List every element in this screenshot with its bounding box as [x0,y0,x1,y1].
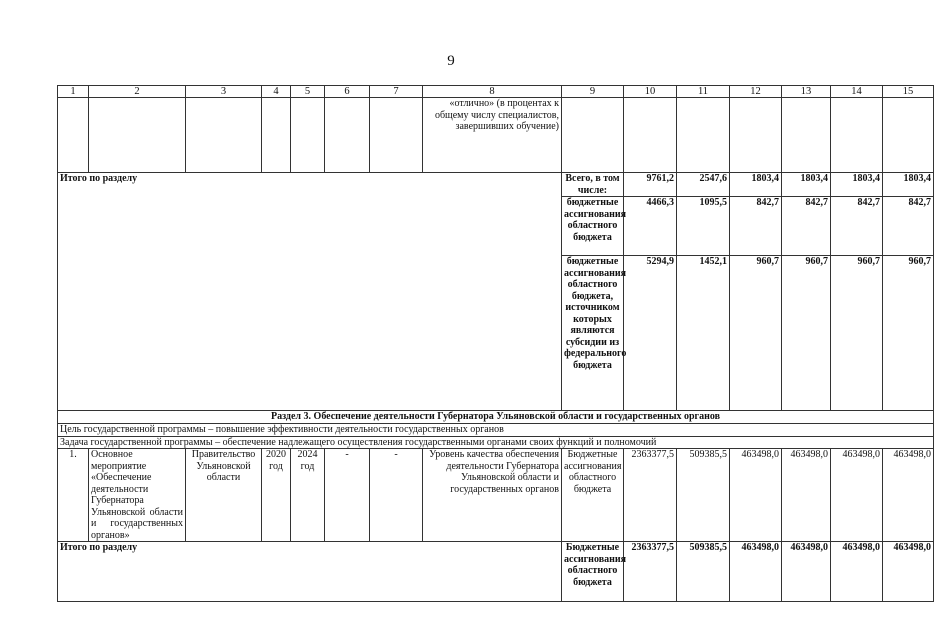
value-cell: 4466,3 [624,197,677,256]
source-cell: Бюджетные ассигнования областного бюджета [562,542,624,602]
value-cell: 1452,1 [677,256,730,411]
item-indicator: Уровень качества обеспечения деятельности Губернатора Ульяновской области и государственных органов [423,449,562,542]
value-cell: 1095,5 [677,197,730,256]
item-col6: - [325,449,370,542]
total2-label: Итого по разделу [58,542,562,602]
section3-task: Задача государственной программы – обеспечение надлежащего осуществления государственными органами своих функций и полномочий [58,436,934,449]
value-cell: 9761,2 [624,173,677,197]
value-cell: 463498,0 [831,449,883,542]
col-header: 15 [883,86,934,98]
continuation-row [58,98,934,173]
value-cell: 960,7 [831,256,883,411]
col-header: 7 [370,86,423,98]
col-header: 10 [624,86,677,98]
value-cell: 509385,5 [677,542,730,602]
col-header: 13 [782,86,831,98]
value-cell: 842,7 [883,197,934,256]
section3-goal-row [58,424,934,437]
section3-task-row [58,436,934,449]
section3-title: Раздел 3. Обеспечение деятельности Губернатора Ульяновской области и государственных органов [58,411,934,424]
item-start-year: 2020 год [262,449,291,542]
value-cell: 1803,4 [730,173,782,197]
col-header: 12 [730,86,782,98]
value-cell: 960,7 [782,256,831,411]
col-header: 8 [423,86,562,98]
value-cell: 463498,0 [730,449,782,542]
value-cell: 842,7 [831,197,883,256]
value-cell: 842,7 [782,197,831,256]
section3-goal: Цель государственной программы – повышение эффективности деятельности государственных органов [58,424,934,437]
value-cell: 960,7 [730,256,782,411]
total2-row [58,542,934,602]
value-cell: 463498,0 [883,542,934,602]
item1-row [58,449,934,542]
col-header: 5 [291,86,325,98]
page-number: 9 [447,53,455,69]
value-cell: 5294,9 [624,256,677,411]
source-cell: Всего, в том числе: [562,173,624,197]
value-cell: 463498,0 [883,449,934,542]
value-cell: 463498,0 [782,449,831,542]
value-cell: 509385,5 [677,449,730,542]
source-cell: бюджетные ассигнования областного бюджета [562,197,624,256]
total1-label: Итого по разделу [58,173,562,411]
col-header: 1 [58,86,89,98]
indicator-continuation: «отлично» (в процентах к общему числу специалистов, завершивших обучение) [423,98,562,173]
item-executor: Правительство Ульяновской области [186,449,262,542]
col-header: 3 [186,86,262,98]
value-cell: 463498,0 [782,542,831,602]
value-cell: 1803,4 [782,173,831,197]
col-header: 9 [562,86,624,98]
item-source: Бюджетные ассигнования областного бюджета [562,449,624,542]
col-header: 11 [677,86,730,98]
item-end-year: 2024 год [291,449,325,542]
value-cell: 1803,4 [831,173,883,197]
value-cell: 842,7 [730,197,782,256]
source-cell: бюджетные ассигнования областного бюджета, источником которых являются субсидии из федерального бюджета [562,256,624,411]
col-header: 6 [325,86,370,98]
value-cell: 960,7 [883,256,934,411]
item-number: 1. [58,449,89,542]
col-header: 2 [89,86,186,98]
value-cell: 463498,0 [831,542,883,602]
value-cell: 2363377,5 [624,449,677,542]
value-cell: 2363377,5 [624,542,677,602]
section3-title-row [58,411,934,424]
column-number-row [58,86,934,98]
total1-row-all [58,173,934,197]
col-header: 4 [262,86,291,98]
value-cell: 463498,0 [730,542,782,602]
col-header: 14 [831,86,883,98]
item-name: Основное мероприятие «Обеспечение деятельности Губернатора Ульяновской области и государственных органов» [89,449,186,542]
item-col7: - [370,449,423,542]
value-cell: 2547,6 [677,173,730,197]
program-table [57,85,934,602]
value-cell: 1803,4 [883,173,934,197]
